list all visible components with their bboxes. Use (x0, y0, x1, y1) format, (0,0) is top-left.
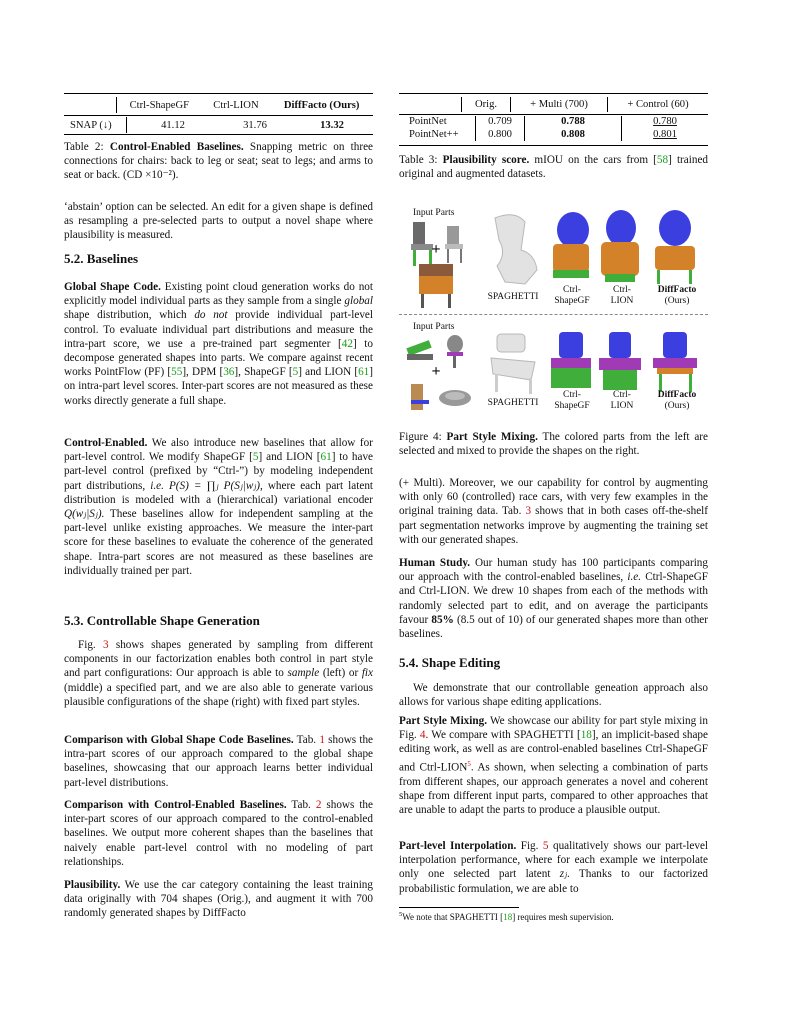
footnote: $^5$We note that SPAGHETTI [18] requires mesh supervision. (399, 911, 614, 922)
paragraph-global-shape-code: Global Shape Code. Existing point cloud generation works do not explicitly model individual parts as they sample from a single global shape distribution, which do not provide individual part-level control. To evaluate individual part distributions and measure the intra-part score, we use a pre-trained part segmenter [42] to decompose generated shapes into parts. We compare against recent works PointFlow (PF) [55], DPM [36], ShapeGF [5] and LION [61] on intra-part level scores. Inter-part scores are not measured as these works directly generate a full shape. (64, 281, 374, 407)
table-3-body (399, 116, 708, 141)
citation-link[interactable]: 61 (320, 451, 332, 464)
table-ref-link[interactable]: 2 (315, 799, 322, 811)
table-ref-link[interactable]: 3 (525, 505, 532, 518)
col-label-spaghetti: SPAGHETTI (487, 398, 539, 408)
paragraph-part-interpolation: Part-level Interpolation. Fig. 5 qualitatively shows our part-level interpolation performance, where for each example we interpolate only one selected part latent zⱼ. Thanks to our factorized probabilistic formulation, we are able to (399, 840, 709, 895)
citation-link[interactable]: 5 (292, 366, 299, 379)
paragraph-control-baselines: Comparison with Control-Enabled Baselines. Tab. 2 shows the inter-part scores of our approach compared to the control-enabled baselines. We output more coherent shapes than the baselines that naively enable part-level control with no modeling of part relationships. (64, 799, 373, 868)
col-label-ctrl-lion: Ctrl- LION (610, 390, 634, 411)
paragraph-control-enabled: Control-Enabled. We also introduce new baselines that allow for part-level control. We modify ShapeGF [5] and LION [61] to have part-level control (prefixed by “Ctrl-”) by modeling independent part distributions, i.e. P(S) = ∏ⱼ P(Sⱼ|wⱼ), where each part latent distribution is modeled with a (hierarchical) variational encoder Q(wⱼ|Sⱼ). These baselines allow for independent sampling at the part-level unlike existing approaches. We measure the inter-part score for these baselines to evaluate the coherence of the generated shape. Intra-part scores are not measured as these baselines are individually trained per part. (64, 437, 374, 577)
paragraph-abstain: ‘abstain’ option can be selected. An edit for a given shape is defined as resampling a pre-selected parts to output a novel shape where plausibility is measured. (64, 201, 373, 242)
col-label-ctrl-lion: Ctrl- LION (610, 285, 634, 306)
col-label-difffacto: DiffFacto (Ours) (657, 390, 697, 411)
paragraph-multi: (+ Multi). Moreover, we our capability for control by augmenting with only 60 (controlled) race cars, with very few examples in the original training data. Tab. 3 shows that in both cases off-the-shelf part segmentation networks improve by augmenting the training set with our generated shapes. (399, 477, 709, 546)
figure-ref-link[interactable]: 5 (542, 840, 549, 852)
table-3-caption: Table 3: Plausibility score. mIOU on the cars from [58] trained original and augmented datasets. (399, 154, 709, 181)
citation-link[interactable]: 5 (252, 451, 259, 464)
table-row: PointNet++ 0.800 0.808 0.801 (399, 129, 708, 142)
citation-link[interactable]: 61 (358, 366, 370, 379)
ctrl-shapegf-result-1 (545, 206, 595, 286)
col-label-spaghetti: SPAGHETTI (487, 292, 539, 302)
input-part-back-image (407, 380, 477, 416)
table-2-caption: Table 2: Control-Enabled Baselines. Snapping metric on three connections for chairs: back to leg or seat; seat to legs; and arms to seat or back. (CD ×10⁻²). (64, 141, 374, 182)
table-2 (64, 97, 373, 113)
table-row: PointNet 0.709 0.788 0.780 (399, 116, 708, 129)
citation-link[interactable]: 18 (503, 912, 513, 922)
difffacto-result-1 (647, 206, 703, 286)
table-ref-link[interactable]: 1 (319, 734, 325, 746)
table-2-body (64, 117, 373, 133)
col-label-ctrl-shapegf: Ctrl- ShapeGF (554, 285, 590, 306)
plus-sign: + (431, 241, 441, 258)
paragraph-global-baselines: Comparison with Global Shape Code Baselines. Tab. 1 shows the intra-part scores of our approach compared to the global shape baselines, showcasing that our approach learns better individual part-level distributions. (64, 734, 374, 789)
table-3 (399, 97, 708, 112)
citation-link[interactable]: 55 (171, 366, 183, 379)
section-heading-5-4: 5.4. Shape Editing (399, 655, 501, 670)
paragraph-human-study: Human Study. Our human study has 100 participants comparing our approach with the control-enabled baselines, i.e. Ctrl-ShapeGF and Ctrl-LION. We drew 10 shapes from each of the methods with randomly selected part to edit, and on average the participants favour 85% (8.5 out of 10) of our generated shapes more than other baselines. (399, 557, 708, 641)
paragraph-part-style-mixing: Part Style Mixing. We showcase our ability for part style mixing in Fig. 4. We compare with SPAGHETTI [18], an implicit-based shape editing work, as well as are control-enabled baselines Ctrl-ShapeGF and Ctrl-LION$^5$. As shown, when selecting a combination of parts from different shapes, our approach generates a novel and coherent shape from different input parts, compared to other approaches that are unable to adapt the parts to produce a plausible output. (399, 715, 708, 816)
figure-ref-link[interactable]: 3 (103, 639, 109, 651)
input-parts-label: Input Parts (413, 208, 455, 218)
paragraph-shape-editing: We demonstrate that our controllable geneation approach also allows for various shape editing applications. (399, 682, 708, 709)
plus-sign: + (431, 363, 441, 380)
citation-link[interactable]: 18 (580, 729, 592, 742)
spaghetti-result-2 (485, 328, 545, 400)
section-heading-5-2: 5.2. Baselines (64, 251, 139, 266)
ctrl-lion-result-1 (595, 206, 645, 286)
figure-ref-link[interactable]: 4 (419, 729, 426, 742)
figure-divider (399, 314, 708, 315)
paragraph-controllable-generation: Fig. 3 shows shapes generated by sampling from different components in our factorization enables both control in part style and part configurations: Our approach is able to sample (left) or fix (middle) a specified part, and we are also able to generate various plausible configurations of the shape (right) with fixed part styles. (64, 639, 374, 708)
section-heading-5-3: 5.3. Controllable Shape Generation (64, 613, 260, 628)
col-label-ctrl-shapegf: Ctrl- ShapeGF (554, 390, 590, 411)
footnote-link[interactable]: 5 (467, 759, 471, 768)
citation-link[interactable]: 36 (223, 366, 235, 379)
table-3-header: Orig. + Multi (700) + Control (60) (399, 97, 708, 112)
input-part-seat-image (413, 260, 459, 310)
input-parts-label: Input Parts (413, 322, 455, 332)
footnote-divider (399, 907, 519, 908)
table-2-header: Ctrl-ShapeGF Ctrl-LION DiffFacto (Ours) (64, 97, 373, 113)
paragraph-plausibility: Plausibility. We use the car category containing the least training data originally with 704 shapes (Orig.), and augment it with 700 randomly generated shapes by DiffFacto (64, 879, 373, 920)
citation-link[interactable]: 42 (341, 337, 353, 350)
citation-link[interactable]: 58 (656, 154, 669, 166)
spaghetti-result-1 (485, 210, 545, 290)
figure-4-caption: Figure 4: Part Style Mixing. The colored parts from the left are selected and mixed to provide the shapes on the right. (399, 431, 708, 458)
table-row: SNAP (↓) 41.12 31.76 13.32 (64, 117, 373, 133)
figure-4 (399, 200, 708, 425)
col-label-difffacto: DiffFacto (Ours) (657, 285, 697, 306)
